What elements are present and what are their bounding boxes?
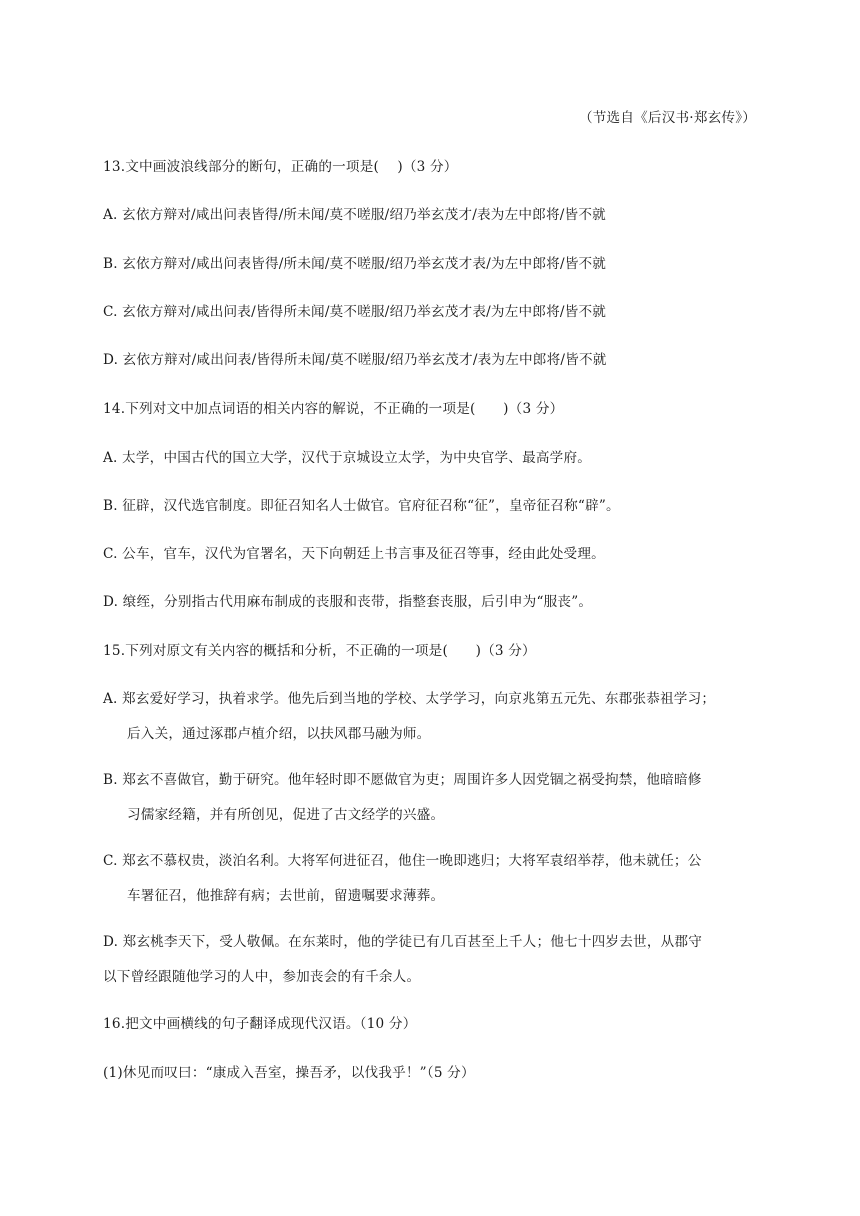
question-15-option-d-line-2: 以下曾经跟随他学习的人中，参加丧会的有千余人。 [103, 969, 421, 985]
question-15-option-b-line-1: B. 郑玄不喜做官，勤于研究。他年轻时即不愿做官为吏；周围许多人因党锢之祸受拘禁，他暗暗修 [103, 772, 702, 788]
question-13-option-c: C. 玄依方辩对/咸出问表/皆得所未闻/莫不嗟服/绍乃举玄茂才表/为左中郎将/皆不就 [103, 304, 607, 320]
question-15-option-d-line-1: D. 郑玄桃李天下，受人敬佩。在东莱时，他的学徒已有几百甚至上千人；他七十四岁去世，从郡守 [103, 934, 702, 950]
question-15-stem: 15.下列对原文有关内容的概括和分析，不正确的一项是( )（3 分） [103, 643, 536, 659]
question-15-option-c-line-1: C. 郑玄不慕权贵，淡泊名利。大将军何进征召，他住一晚即逃归；大将军袁绍举荐，他未就任；公 [103, 853, 702, 869]
question-14-option-b: B. 征辟，汉代选官制度。即征召知名人士做官。官府征召称“征”，皇帝征召称“辟”。 [103, 498, 620, 514]
source-citation: （节选自《后汉书·郑玄传》） [578, 110, 756, 126]
question-15-option-a-line-2: 后入关，通过涿郡卢植介绍，以扶风郡马融为师。 [127, 726, 431, 742]
question-16-stem: 16.把文中画横线的句子翻译成现代汉语。（10 分） [103, 1016, 417, 1032]
question-13-stem: 13.文中画波浪线部分的断句，正确的一项是( )（3 分） [103, 159, 458, 175]
question-13-option-b: B. 玄依方辩对/咸出问表皆得/所未闻/莫不嗟服/绍乃举玄茂才表/为左中郎将/皆不就 [103, 256, 607, 272]
question-15-option-a-line-1: A. 郑玄爱好学习，执着求学。他先后到当地的学校、太学学习，向京兆第五元先、东郡张恭祖学习； [103, 691, 716, 707]
question-15-option-b-line-2: 习儒家经籍，并有所创见，促进了古文经学的兴盛。 [127, 807, 445, 823]
question-14-option-a: A. 太学，中国古代的国立大学，汉代于京城设立太学，为中央官学、最高学府。 [103, 450, 592, 466]
question-13-option-a: A. 玄依方辩对/咸出问表皆得/所未闻/莫不嗟服/绍乃举玄茂才/表为左中郎将/皆不就 [103, 207, 606, 223]
question-13-option-d: D. 玄依方辩对/咸出问表/皆得所未闻/莫不嗟服/绍乃举玄茂才/表为左中郎将/皆不就 [103, 352, 607, 368]
question-14-option-c: C. 公车，官车，汉代为官署名，天下向朝廷上书言事及征召等事，经由此处受理。 [103, 546, 605, 562]
question-16-item-1: (1)休见而叹曰：“康成入吾室，操吾矛，以伐我乎！”（5 分） [103, 1065, 475, 1081]
question-14-stem: 14.下列对文中加点词语的相关内容的解说，不正确的一项是( )（3 分） [103, 401, 564, 417]
question-15-option-c-line-2: 车署征召，他推辞有病；去世前，留遗嘱要求薄葬。 [127, 888, 445, 904]
question-14-option-d: D. 缞绖，分别指古代用麻布制成的丧服和丧带，指整套丧服，后引申为“服丧”。 [103, 594, 593, 610]
